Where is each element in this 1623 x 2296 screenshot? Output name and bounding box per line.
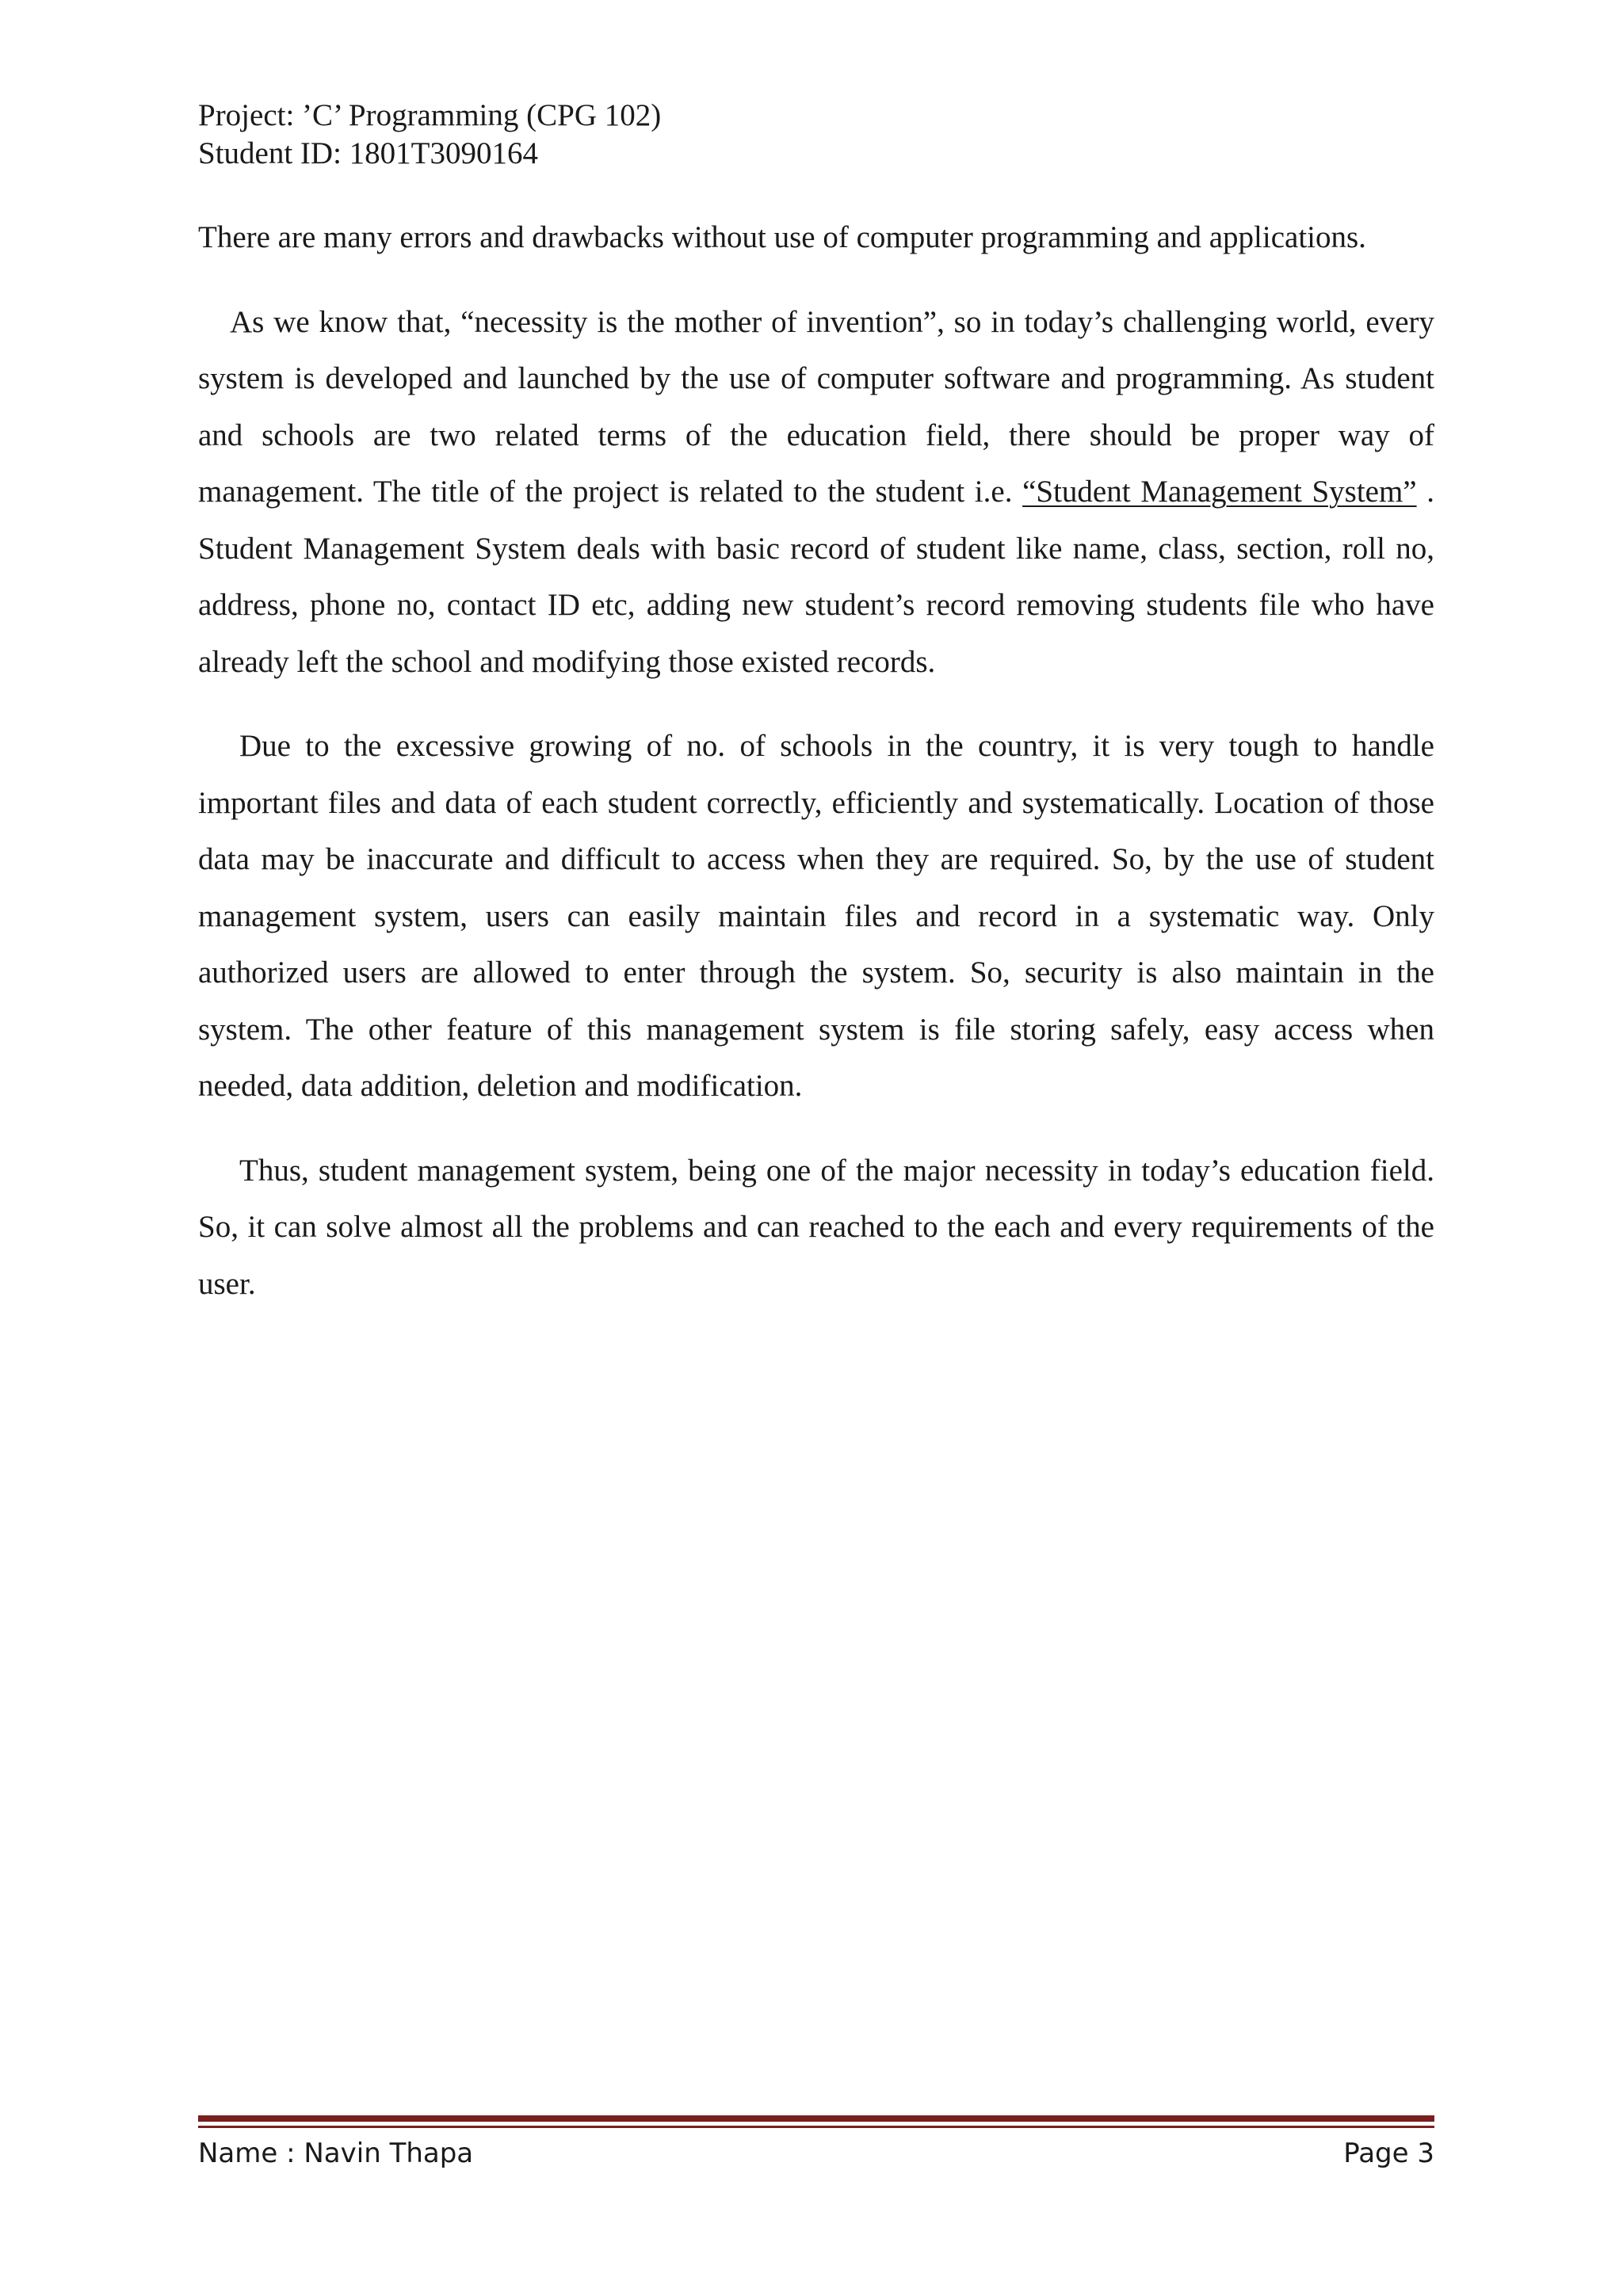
page-header	[198, 97, 661, 173]
page-number: Page 3	[1343, 2138, 1434, 2169]
paragraph-2-text-end: . Student Management System deals with basic record of student like name, class, section, roll no, address, phone no, contact ID etc, adding new student’s record removing students file who have already left the school and modifying those existed records.	[198, 475, 1435, 679]
student-id: Student ID: 1801T3090164	[198, 136, 538, 170]
body-text	[198, 209, 1434, 1340]
paragraph-2-text-start: As we know that, “necessity is the mother of invention”, so in today’s challenging world, every system is developed and launched by the use of computer software and programming. As student and schools are two related terms of the education field, there should be proper way of management. The title of the project is related to the student i.e.	[198, 304, 1434, 509]
paragraph-3: Due to the excessive growing of no. of schools in the country, it is very tough to handle important files and data of each student correctly, efficiently and systematically. Location of those data may be inaccurate and difficult to access when they are required. So, by the use of student management system, users can easily maintain files and record in a systematic way. Only authorized users are allowed to enter through the system. So, security is also maintain in the system. The other feature of this management system is file storing safely, easy access when needed, data addition, deletion and modification.	[198, 729, 1434, 1103]
paragraph-1: There are many errors and drawbacks without use of computer programming and applications.	[198, 220, 1366, 254]
paragraph-4: Thus, student management system, being one of the major necessity in today’s education field. So, it can solve almost all the problems and can reached to the each and every requirements of the user.	[198, 1153, 1434, 1301]
project-title: Project: ’C’ Programming (CPG 102)	[198, 98, 662, 132]
page-footer	[198, 2134, 1434, 2172]
paragraph-2	[198, 294, 1434, 691]
project-title-underlined: “Student Management System”	[1022, 475, 1417, 509]
footer-divider-thick	[198, 2115, 1434, 2122]
author-name: Name : Navin Thapa	[198, 2138, 474, 2169]
footer-divider-thin	[198, 2126, 1434, 2128]
